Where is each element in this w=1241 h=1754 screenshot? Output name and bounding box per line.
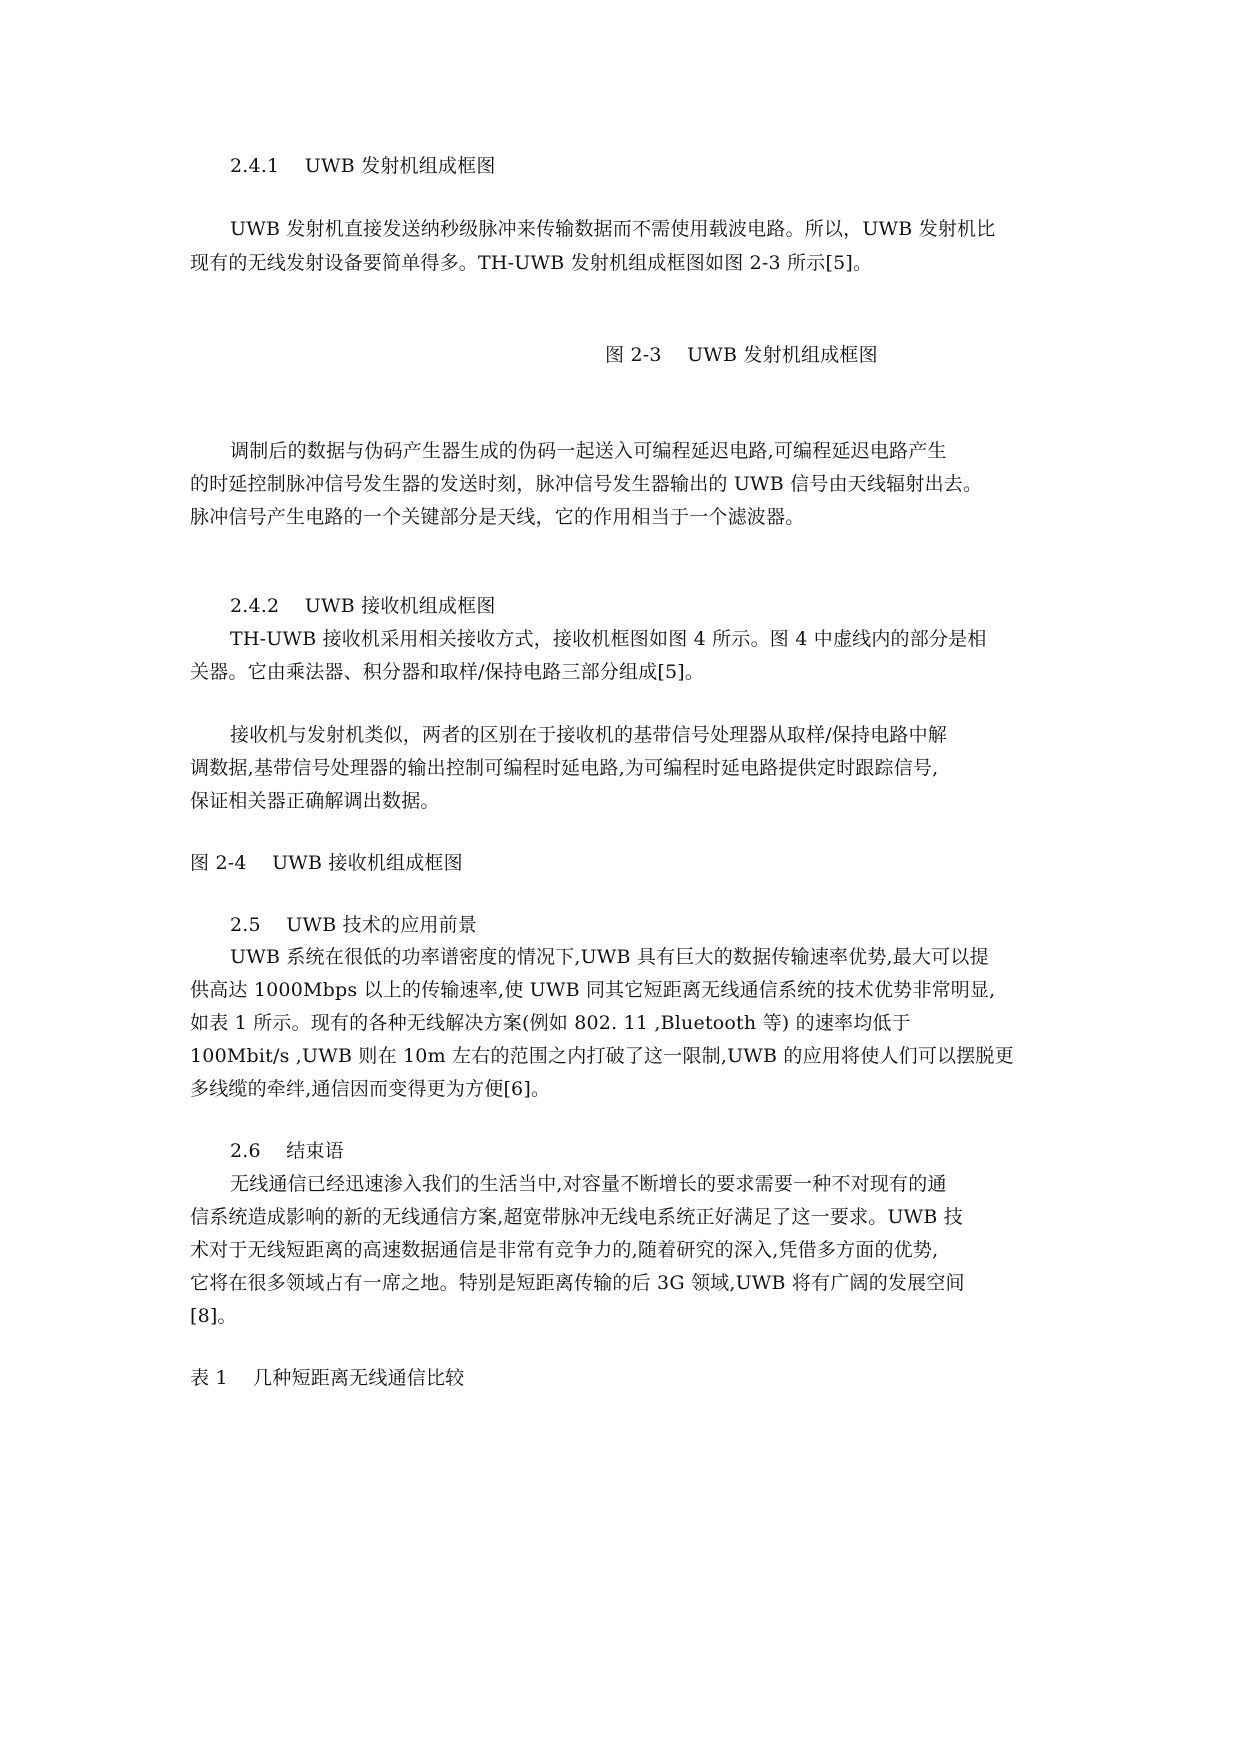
paragraph-line: 供高达 1000Mbps 以上的传输速率,使 UWB 同其它短距离无线通信系统的技术优势非常明显, [190, 979, 996, 1001]
paragraph-line: 保证相关器正确解调出数据。 [190, 790, 440, 812]
paragraph-line: 术对于无线短距离的高速数据通信是非常有竞争力的,随着研究的深入,凭借多方面的优势, [190, 1239, 939, 1261]
section-heading-2-4-2: 2.4.2 UWB 接收机组成框图 [230, 595, 496, 617]
table-caption-1: 表 1 几种短距离无线通信比较 [190, 1367, 465, 1389]
paragraph-line: UWB 系统在很低的功率谱密度的情况下,UWB 具有巨大的数据传输速率优势,最大可以提 [230, 946, 989, 968]
paragraph-line: 调数据,基带信号处理器的输出控制可编程时延电路,为可编程时延电路提供定时跟踪信号, [190, 757, 939, 779]
paragraph-line: [8]。 [190, 1305, 237, 1327]
paragraph-line: UWB 发射机直接发送纳秒级脉冲来传输数据而不需使用载波电路。所以，UWB 发射机比 [230, 218, 996, 240]
paragraph-line: 关器。它由乘法器、积分器和取样/保持电路三部分组成[5]。 [190, 661, 705, 683]
paragraph-line: TH-UWB 接收机采用相关接收方式，接收机框图如图 4 所示。图 4 中虚线内的部分是相 [230, 628, 987, 650]
paragraph-line: 它将在很多领域占有一席之地。特别是短距离传输的后 3G 领域,UWB 将有广阔的发展空间 [190, 1272, 965, 1294]
paragraph-line: 无线通信已经迅速渗入我们的生活当中,对容量不断增长的要求需要一种不对现有的通 [230, 1173, 947, 1195]
section-heading-2-5: 2.5 UWB 技术的应用前景 [230, 914, 477, 936]
paragraph-line: 的时延控制脉冲信号发生器的发送时刻，脉冲信号发生器输出的 UWB 信号由天线辐射出去。 [190, 473, 983, 495]
section-heading-2-4-1: 2.4.1 UWB 发射机组成框图 [230, 155, 496, 177]
paragraph-line: 如表 1 所示。现有的各种无线解决方案(例如 802. 11 ,Bluetooth 等) 的速率均低于 [190, 1012, 911, 1034]
figure-caption-2-4: 图 2-4 UWB 接收机组成框图 [190, 852, 463, 874]
paragraph-line: 脉冲信号产生电路的一个关键部分是天线，它的作用相当于一个滤波器。 [190, 506, 805, 528]
figure-caption-2-3: 图 2-3 UWB 发射机组成框图 [605, 344, 878, 366]
section-heading-2-6: 2.6 结束语 [230, 1140, 344, 1162]
paragraph-line: 多线缆的牵绊,通信因而变得更为方便[6]。 [190, 1078, 551, 1100]
paragraph-line: 调制后的数据与伪码产生器生成的伪码一起送入可编程延迟电路,可编程延迟电路产生 [230, 440, 947, 462]
paragraph-line: 100Mbit/s ,UWB 则在 10m 左右的范围之内打破了这一限制,UWB 的应用将使人们可以摆脱更 [190, 1045, 1014, 1067]
paragraph-line: 现有的无线发射设备要简单得多。TH-UWB 发射机组成框图如图 2-3 所示[5]。 [190, 252, 873, 274]
paragraph-line: 信系统造成影响的新的无线通信方案,超宽带脉冲无线电系统正好满足了这一要求。UWB 技 [190, 1206, 963, 1228]
paragraph-line: 接收机与发射机类似，两者的区别在于接收机的基带信号处理器从取样/保持电路中解 [230, 724, 948, 746]
